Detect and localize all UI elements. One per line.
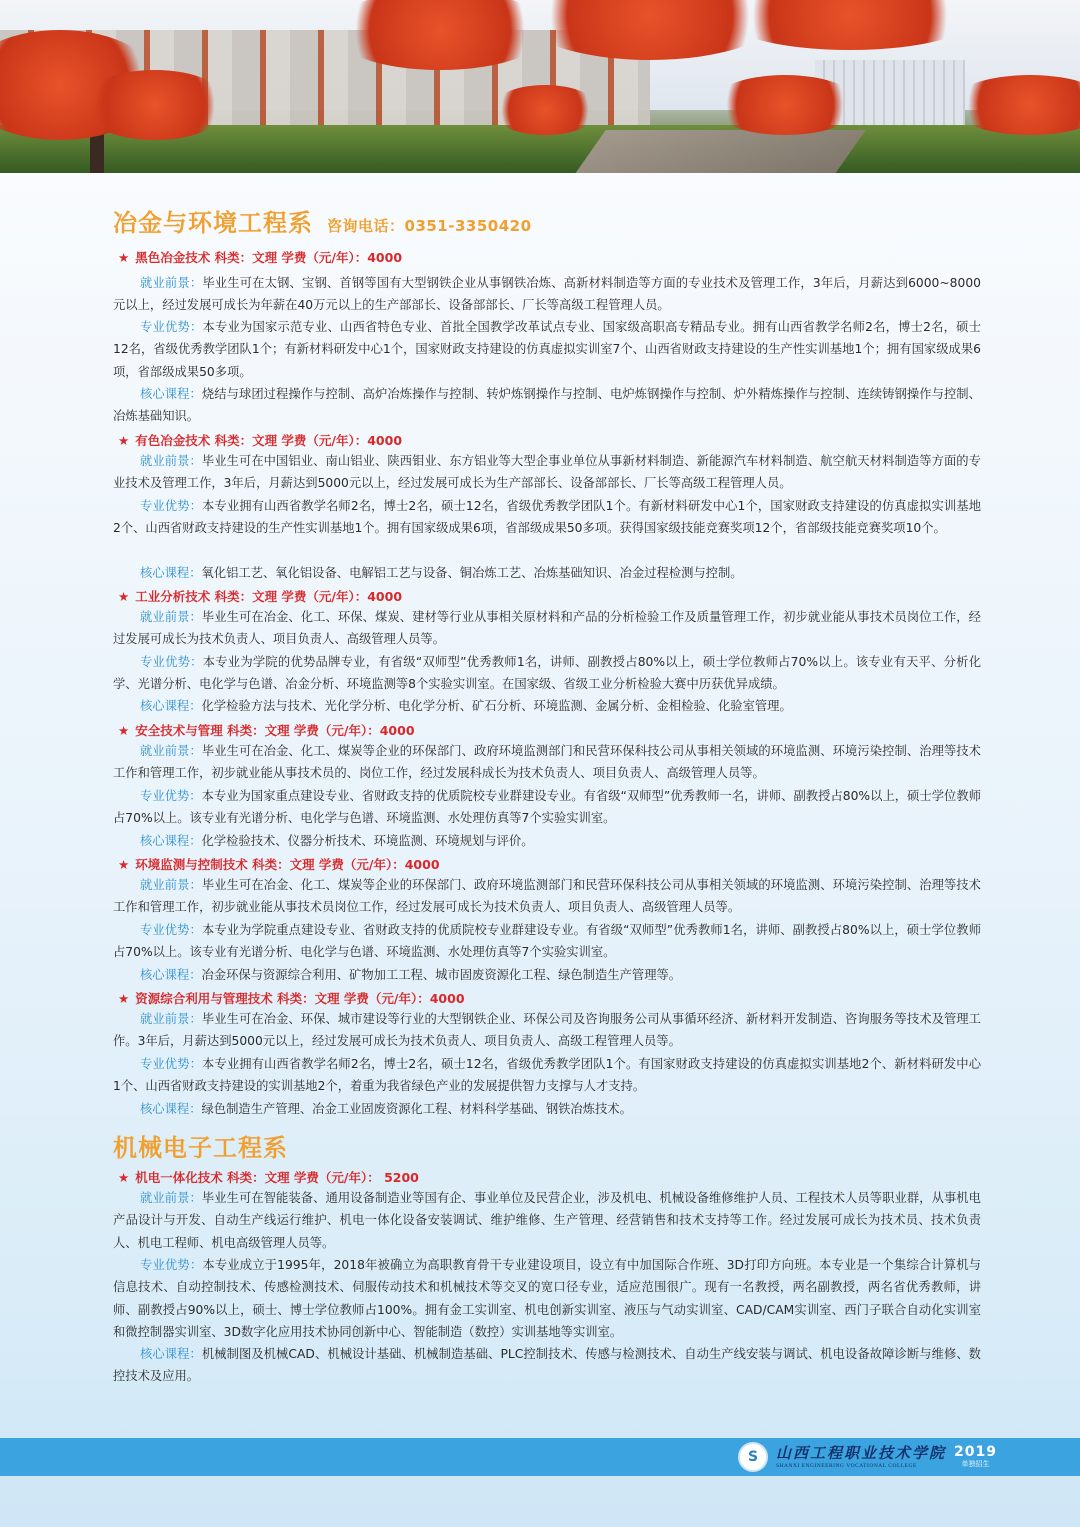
- paragraph-label: 核心课程：: [140, 1347, 202, 1361]
- major-heading: [118, 431, 402, 449]
- program-advantages: [113, 1254, 981, 1343]
- program-advantages: [113, 919, 981, 964]
- emblem-glyph: S: [747, 1449, 759, 1465]
- major-heading: [118, 855, 440, 873]
- paragraph-text: 化学检验技术、仪器分析技术、环境监测、环境规划与评价。: [201, 834, 534, 848]
- core-courses: [113, 830, 981, 852]
- program-advantages: [113, 785, 981, 830]
- employment-prospects: [113, 874, 981, 919]
- employment-prospects: [113, 450, 981, 495]
- program-advantages: [113, 651, 981, 696]
- star-icon: ★: [118, 589, 130, 604]
- paragraph-label: 专业优势：: [140, 1057, 203, 1071]
- paragraph-label: 专业优势：: [140, 923, 202, 937]
- paragraph-label: 核心课程：: [140, 566, 202, 580]
- major-heading-text: 黑色冶金技术 科类：文理 学费（元/年）：4000: [135, 250, 403, 265]
- core-courses: [113, 1098, 981, 1120]
- program-advantages: [113, 495, 981, 540]
- paragraph-label: 专业优势：: [140, 789, 202, 803]
- paragraph-text: 本专业成立于1995年，2018年被确立为高职教育骨干专业建设项目，设立有中加国际合作班、3D打印方向班。本专业是一个集综合计算机与信息技术、自动控制技术、传感检测技术、伺服传动技术和机械技术等交叉的宽口径专业，适应范围很广。现有一名教授，两名副教授，两名省优秀教师，讲师、副教授占90%以上，硕士、博士学位教师占100%。拥有金工实训室、机电创新实训室、液压与气动实训室、CAD/CAM实训室、西门子联合自动化实训室和微控制器实训室、3D数字化应用技术协同创新中心、智能制造（数控）实训基地等实训室。: [113, 1258, 981, 1339]
- core-courses: [113, 383, 981, 428]
- department-title: [113, 1128, 288, 1163]
- paragraph-text: 绿色制造生产管理、冶金工业固废资源化工程、材料科学基础、钢铁冶炼技术。: [201, 1102, 632, 1116]
- paragraph-text: 氧化铝工艺、氧化铝设备、电解铝工艺与设备、铜冶炼工艺、冶炼基础知识、冶金过程检测与控制。: [201, 566, 743, 580]
- program-advantages: [113, 1053, 981, 1098]
- major-heading: [118, 721, 415, 739]
- paragraph-label: 核心课程：: [140, 1102, 202, 1116]
- core-courses: [113, 964, 981, 986]
- paragraph-label: 核心课程：: [140, 387, 202, 401]
- paragraph-text: 毕业生可在冶金、化工、煤炭等企业的环保部门、政府环境监测部门和民营环保科技公司从事相关领域的环境监测、环境污染控制、治理等技术工作和管理工作，初步就业能从事技术员的、岗位工作，经过发展科成长为技术负责人、项目负责人、高级管理人员等。: [113, 744, 981, 781]
- college-emblem-icon: [738, 1442, 768, 1472]
- paragraph-text: 毕业生可在冶金、化工、煤炭等企业的环保部门、政府环境监测部门和民营环保科技公司从事相关领域的环境监测、环境污染控制、治理等技术工作和管理工作，初步就业能从事技术员岗位工作，经过发展可成长为技术负责人、项目负责人、高级管理人员等。: [113, 878, 981, 915]
- employment-prospects: [113, 606, 981, 651]
- core-courses: [113, 1343, 981, 1388]
- core-courses: [113, 562, 981, 584]
- star-icon: ★: [118, 250, 130, 265]
- paragraph-text: 本专业拥有山西省教学名师2名，博士2名，硕士12名，省级优秀教学团队1个。有新材料研发中心1个，国家财政支持建设的仿真虚拟实训基地2个、山西省财政支持建设的生产性实训基地1个。拥有国家级成果6项，省部级成果50多项。获得国家级技能竞赛奖项12个，省部级技能竞赛奖项10个。: [113, 499, 981, 536]
- employment-prospects: [113, 1008, 981, 1053]
- college-name: [776, 1445, 946, 1470]
- paragraph-text: 毕业生可在智能装备、通用设备制造业等国有企、事业单位及民营企业，涉及机电、机械设备维修维护人员、工程技术人员等职业群，从事机电产品设计与开发、自动生产线运行维护、机电一体化设备安装调试、维护维修、生产管理、经营销售和技术支持等工作。经过发展可成长为技术员、技术负责人、机电工程师、机电高级管理人员等。: [113, 1191, 981, 1250]
- department-phone: 咨询电话：0351-3350420: [327, 217, 532, 235]
- hero-foliage: [490, 85, 600, 135]
- college-logo: [738, 1442, 997, 1472]
- program-advantages: [113, 316, 981, 383]
- paragraph-text: 本专业为学院重点建设专业、省财政支持的优质院校专业群建设专业。有省级“双师型”优秀教师1名，讲师、副教授占80%以上，硕士学位教师占70%以上。该专业有光谱分析、电化学与色谱、环境监测、水处理仿真等7个实验实训室。: [113, 923, 981, 960]
- paragraph-text: 毕业生可在冶金、化工、环保、煤炭、建材等行业从事相关原材料和产品的分析检验工作及质量管理工作，初步就业能从事技术员岗位工作，经过发展可成长为技术负责人、项目负责人、高级管理人员等。: [113, 610, 981, 647]
- paragraph-text: 机械制图及机械CAD、机械设计基础、机械制造基础、PLC控制技术、传感与检测技术、自动生产线安装与调试、机电设备故障诊断与维修、数控技术及应用。: [113, 1347, 981, 1384]
- star-icon: ★: [118, 857, 130, 872]
- paragraph-text: 毕业生可在中国铝业、南山铝业、陕西钼业、东方铝业等大型企事业单位从事新材料制造、新能源汽车材料制造、航空航天材料制造等方面的专业技术及管理工作，3年后，月薪达到5000元以上，经过发展可成长为生产部部长、设备部部长、厂长等高级工程管理人员。: [113, 454, 981, 491]
- hero-foliage: [80, 70, 230, 140]
- paragraph-label: 专业优势：: [140, 655, 203, 669]
- paragraph-label: 核心课程：: [140, 834, 202, 848]
- department-title: [113, 203, 532, 238]
- major-heading-text: 工业分析技术 科类：文理 学费（元/年）：4000: [135, 589, 403, 604]
- year-subtitle: 单独招生: [961, 1460, 990, 1468]
- paragraph-label: 核心课程：: [140, 699, 202, 713]
- paragraph-text: 毕业生可在太钢、宝钢、首钢等国有大型钢铁企业从事钢铁冶炼、高新材料制造等方面的专业技术及管理工作，3年后，月薪达到6000~8000元以上，经过发展可成长为年薪在40万元以上的生产部部长、设备部部长、厂长等高级工程管理人员。: [113, 276, 981, 313]
- paragraph-text: 化学检验方法与技术、光化学分析、电化学分析、矿石分析、环境监测、金属分析、金相检验、化验室管理。: [201, 699, 792, 713]
- major-heading-text: 有色冶金技术 科类：文理 学费（元/年）：4000: [135, 433, 403, 448]
- department-name: 冶金与环境工程系: [113, 209, 313, 237]
- paragraph-label: 核心课程：: [140, 968, 202, 982]
- star-icon: ★: [118, 723, 130, 738]
- campus-hero-photo: [0, 0, 1080, 173]
- paragraph-label: 就业前景：: [140, 878, 202, 892]
- paragraph-label: 就业前景：: [140, 1191, 202, 1205]
- employment-prospects: [113, 1187, 981, 1254]
- department-name: 机械电子工程系: [113, 1134, 288, 1162]
- paragraph-text: 本专业为国家重点建设专业、省财政支持的优质院校专业群建设专业。有省级“双师型”优秀教师一名，讲师、副教授占80%以上，硕士学位教师占70%以上。该专业有光谱分析、电化学与色谱、环境监测、水处理仿真等7个实验实训室。: [113, 789, 981, 826]
- paragraph-label: 就业前景：: [140, 744, 202, 758]
- hero-path: [574, 130, 866, 173]
- paragraph-label: 就业前景：: [140, 1012, 202, 1026]
- college-name-cn: 山西工程职业技术学院: [776, 1443, 947, 1462]
- paragraph-label: 专业优势：: [140, 1258, 203, 1272]
- paragraph-text: 毕业生可在冶金、环保、城市建设等行业的大型钢铁企业、环保公司及咨询服务公司从事循环经济、新材料开发制造、咨询服务等技术及管理工作。3年后，月薪达到5000元以上，经过发展可成长为技术负责人、项目负责人、高级工程管理人员等。: [113, 1012, 981, 1049]
- college-name-en: SHANXI ENGINEERING VOCATIONAL COLLEGE: [776, 1462, 917, 1469]
- star-icon: ★: [118, 1170, 130, 1185]
- paragraph-label: 就业前景：: [140, 454, 202, 468]
- major-heading: [118, 248, 402, 266]
- star-icon: ★: [118, 991, 130, 1006]
- paragraph-label: 专业优势：: [140, 320, 203, 334]
- core-courses: [113, 695, 981, 717]
- paragraph-text: 本专业为国家示范专业、山西省特色专业、首批全国教学改革试点专业、国家级高职高专精品专业。拥有山西省教学名师2名，博士2名，硕士12名，省级优秀教学团队1个；有新材料研发中心1个，国家财政支持建设的仿真虚拟实训室7个、山西省财政支持建设的生产性实训基地1个；拥有国家级成果6项，省部级成果50多项。: [113, 320, 981, 379]
- paragraph-text: 烧结与球团过程操作与控制、高炉冶炼操作与控制、转炉炼钢操作与控制、电炉炼钢操作与控制、炉外精炼操作与控制、连续铸钢操作与控制、冶炼基础知识。: [113, 387, 981, 424]
- employment-prospects: [113, 272, 981, 317]
- paragraph-label: 专业优势：: [140, 499, 203, 513]
- paragraph-text: 本专业为学院的优势品牌专业，有省级“双师型”优秀教师1名，讲师、副教授占80%以上，硕士学位教师占70%以上。该专业有天平、分析化学、光谱分析、电化学与色谱、冶金分析、环境监测等8个实验实训室。在国家级、省级工业分析检验大赛中历获优异成绩。: [113, 655, 981, 692]
- major-heading-text: 安全技术与管理 科类：文理 学费（元/年）：4000: [135, 723, 415, 738]
- paragraph-text: 冶金环保与资源综合利用、矿物加工工程、城市固废资源化工程、绿色制造生产管理等。: [201, 968, 682, 982]
- major-heading-text: 资源综合利用与管理技术 科类：文理 学费（元/年）：4000: [135, 991, 465, 1006]
- enrollment-year-badge: [954, 1445, 997, 1469]
- star-icon: ★: [118, 433, 130, 448]
- major-heading: [118, 587, 402, 605]
- hero-foliage: [710, 75, 860, 135]
- major-heading: [118, 1168, 419, 1186]
- paragraph-text: 本专业拥有山西省教学名师2名，博士2名，硕士12名，省级优秀教学团队1个。有国家财政支持建设的仿真虚拟实训基地2个、新材料研发中心1个、山西省财政支持建设的实训基地2个，着重为我省绿色产业的发展提供智力支撑与人才支持。: [113, 1057, 981, 1094]
- employment-prospects: [113, 740, 981, 785]
- major-heading-text: 环境监测与控制技术 科类：文理 学费（元/年）：4000: [135, 857, 440, 872]
- major-heading-text: 机电一体化技术 科类：文理 学费（元/年）： 5200: [135, 1170, 419, 1185]
- paragraph-label: 就业前景：: [140, 276, 203, 290]
- paragraph-label: 就业前景：: [140, 610, 202, 624]
- major-heading: [118, 989, 465, 1007]
- year-number: 2019: [954, 1444, 997, 1460]
